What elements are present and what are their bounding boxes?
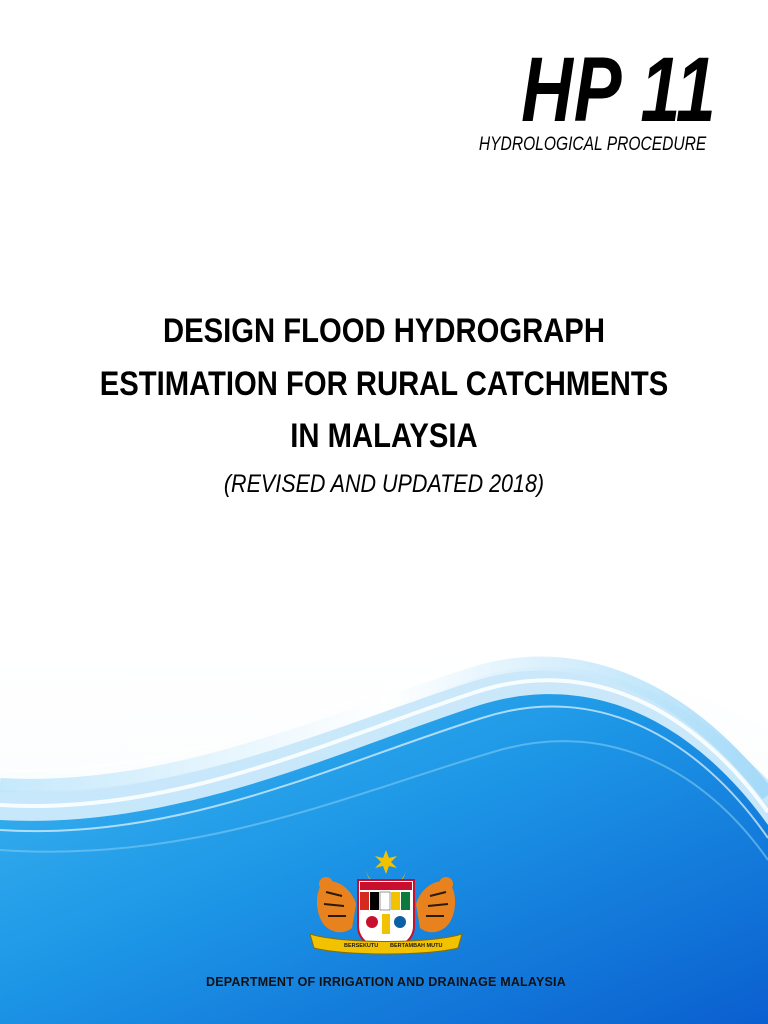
title-line-2: ESTIMATION FOR RURAL CATCHMENTS xyxy=(99,364,669,403)
coat-of-arms-emblem xyxy=(302,848,470,956)
blue-wave-background xyxy=(0,580,768,1024)
title-line-3: IN MALAYSIA xyxy=(290,417,478,456)
document-code: HP 11 xyxy=(520,39,716,141)
subtitle: (REVISED AND UPDATED 2018) xyxy=(223,470,545,499)
motto-right: BERTAMBAH MUTU xyxy=(390,943,443,949)
tiger-right-icon xyxy=(416,877,455,932)
motto-left: BERSEKUTU xyxy=(344,943,379,949)
title-line-1: DESIGN FLOOD HYDROGRAPH xyxy=(163,312,605,350)
department-name: DEPARTMENT OF IRRIGATION AND DRAINAGE MALAYSIA xyxy=(206,975,566,989)
series-label: HYDROLOGICAL PROCEDURE xyxy=(478,134,706,155)
title-block xyxy=(0,305,768,499)
tiger-left-icon xyxy=(317,877,356,932)
